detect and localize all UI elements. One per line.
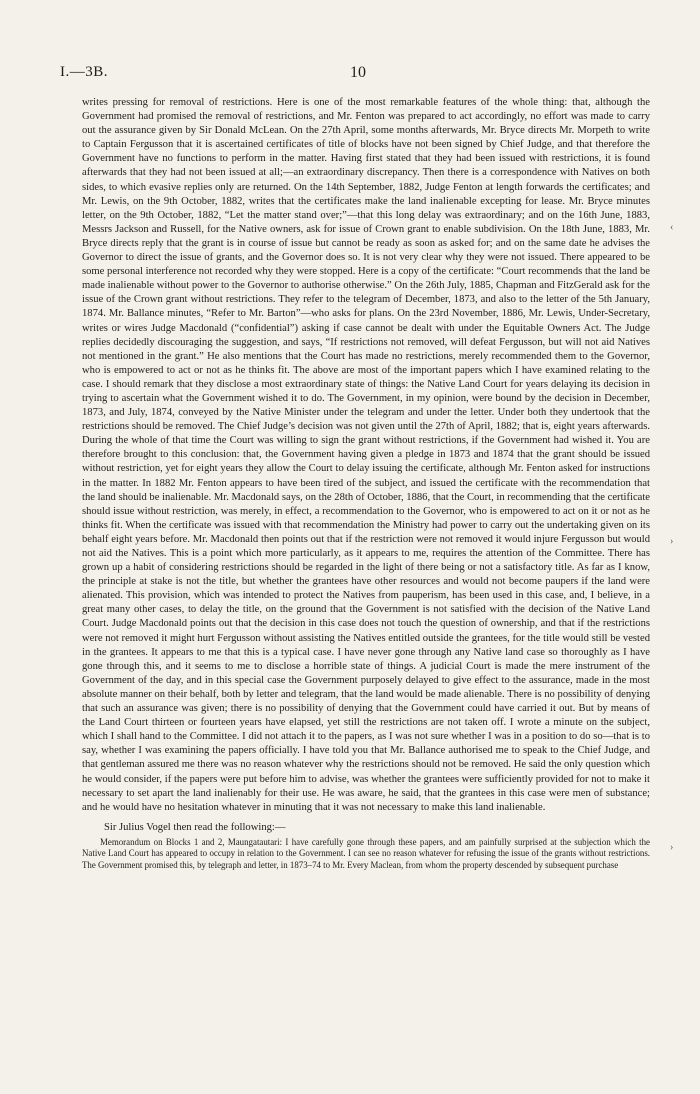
page-number: 10: [350, 64, 366, 81]
margin-mark: ›: [670, 536, 674, 547]
body-text: [82, 96, 650, 872]
reading-intro: Sir Julius Vogel then read the following:—: [104, 821, 286, 833]
memorandum-text: Memorandum on Blocks 1 and 2, Maungatautari: I have carefully gone through these papers, and am painfully surprised at the subjection which the Native Land Court has appeared to occupy in relation to the Government. I can see no reason whatever for refusing the issue of the grants without restrictions. The Government promised this, by telegraph and letter, in 1873–74 to Mr. Every Maclean, from whom the property descended by subsequent purchase: [82, 836, 650, 871]
document-reference: I.—3B.: [60, 64, 108, 80]
body-paragraph: writes pressing for removal of restrictions. Here is one of the most remarkable features of the whole thing: that, although the Government had promised the removal of restrictions, and Mr. Fenton was prepared to act accordingly, no effort was made to carry out the assurance given by Sir Donald McLean. On the 27th April, some months afterwards, Mr. Bryce directs Mr. Morpeth to write to Captain Fergusson that it is ascertained certificates of title of blocks have not been signed by Chief Judge, and that therefore the Government have no functions to perform in the matter. Having first stated that they had been issued with restrictions, it is found afterwards that they had not been issued at all;—an extraordinary discrepancy. Then there is a correspondence with Natives on both sides, to which evasive replies only are returned. On the 14th September, 1882, Judge Fenton at length forwards the certificates; and Mr. Lewis, on the 9th October, 1882, writes that the certificates make the land inalienable excepting for lease. Mr. Bryce minutes letter, on the 9th October, 1882, “Let the matter stand over;”—that this long delay was extraordinary; and on the 16th June, 1883, Messrs Jackson and Russell, for the Native owners, ask for issue of Crown grant to enable subdivision. On the 18th June, 1883, Mr. Bryce directs reply that the grant is in course of issue but cannot be ready as soon as asked for; and on the same date he advises the Governor to direct the issue of grants, and the Governor does so. It is not very clear why they were not issued. There appeared to be some personal interference not recorded why they were stopped. Here is a copy of the certificate: “Court recommends that the land be made inalienable without power to the Governor to authorise otherwise.” On the 26th July, 1885, Chapman and FitzGerald ask for the issue of the Crown grant without restrictions. They refer to the telegram of December, 1873, and also to the letter of the 5th January, 1874. Mr. Ballance minutes, “Refer to Mr. Barton”—who asks for plans. On the 23rd November, 1886, Mr. Lewis, Under-Secretary, writes or wires Judge Macdonald (“confidential”) asking if case cannot be dealt with under the Equitable Owners Act. The Judge replies decidedly discouraging the suggestion, and says, “If restrictions not removed, will defeat Fergusson, but will not aid Natives not mentioned in the grant.” He also mentions that the Court has made no restrictions, merely recommended them to the Governor, who is empowered to act or not as he thinks fit. The above are most of the important papers which I have examined relating to the case. I should remark that they disclose a most extraordinary state of things: the Native Land Court for years delaying its decision in trying to ascertain what the Government wished it to do. The Government, in my opinion, were bound by the decision in December, 1873, and July, 1874, conveyed by the Native Minister under the telegram and under the letter. Under both they undertook that the restrictions should be removed. The Chief Judge’s decision was not given until the 27th of April, 1882; that is, eight years afterwards. During the whole of that time the Court was willing to sign the grant without restrictions, if the Government had wished it. You are therefore brought to this conclusion: that, the Government having given a pledge in 1873 and 1874 that the grant should be issued without restriction, yet for eight years they allow the Court to delay issuing the certificate, although Mr. Fenton asked for instructions in the matter. In 1882 Mr. Fenton appears to have been tired of the subject, and issued the certificate with the recommendation that the land should be inalienable. Mr. Macdonald says, on the 28th of October, 1886, that the Court, in recommending that the certificate should issue without restriction, was merely, in effect, a recommendation to the Governor, who is empowered to act on it or not as he thinks fit. When the certificate was issued with that recommendation the Ministry had power to carry out the undertaking given on its behalf eight years before. Mr. Macdonald then points out that if the restriction were not removed it would injure Fergusson but would not aid the Natives. This is a point which more particularly, as it appears to me, requires the attention of the Committee. There has grown up a habit of considering restrictions should be regarded in the light of there being or not a satisfactory title. As far as I know, the principle at stake is not the title, but whether the grantees have other resources and would not become paupers if the land were alienated. This provision, which was intended to protect the Natives from pauperism, has been used in this case, and, I believe, in a great many other cases, to delay the title, on the ground that the Government is not satisfied with the decision of the Native Land Court. Judge Macdonald points out that the decision in this case does not touch the question of ownership, and that if the restrictions were not removed it might hurt Fergusson without assisting the Natives entitled outside the grantees, for the title would still be vested in the grantees. It appears to me that this is a typical case. I have never gone through any Native land case so thoroughly as I have gone through this, and it seems to me to disclose a horrible state of things. A judicial Court is made the mere instrument of the Government of the day, and in this special case the Government purposely delayed to give effect to the assurance, made in the most absolute manner on their behalf, both by letter and telegram, that the land would be made alienable. There is no possibility of denying that such an assurance was given; there is no possibility of denying that the Government could have carried it out. But by means of the Land Court thirteen or fourteen years have elapsed, yet still the restrictions are not taken off. I wrote a minute on the subject, which I shall hand to the Committee. I did not attach it to the papers, as I was not sure whether I was in a position to do so—that is to say, whether I was examining the papers officially. I have told you that Mr. Ballance authorised me to speak to the Chief Judge, and that gentleman assured me there was no reason whatever why the restrictions should not be removed. He said the only question which he would consider, if the papers were put before him to advise, was whether the grantees were sufficiently provided for not to make it necessary to set apart the land inalienably for their use. He was aware, he said, that the grantees in this case were men of substance; and he would have no hesitation whatever in minuting that it was not necessary to make this land inalienable.: [82, 97, 650, 813]
margin-mark: ›: [670, 842, 674, 853]
page-header: [60, 64, 650, 84]
margin-mark: ‹: [670, 222, 674, 233]
